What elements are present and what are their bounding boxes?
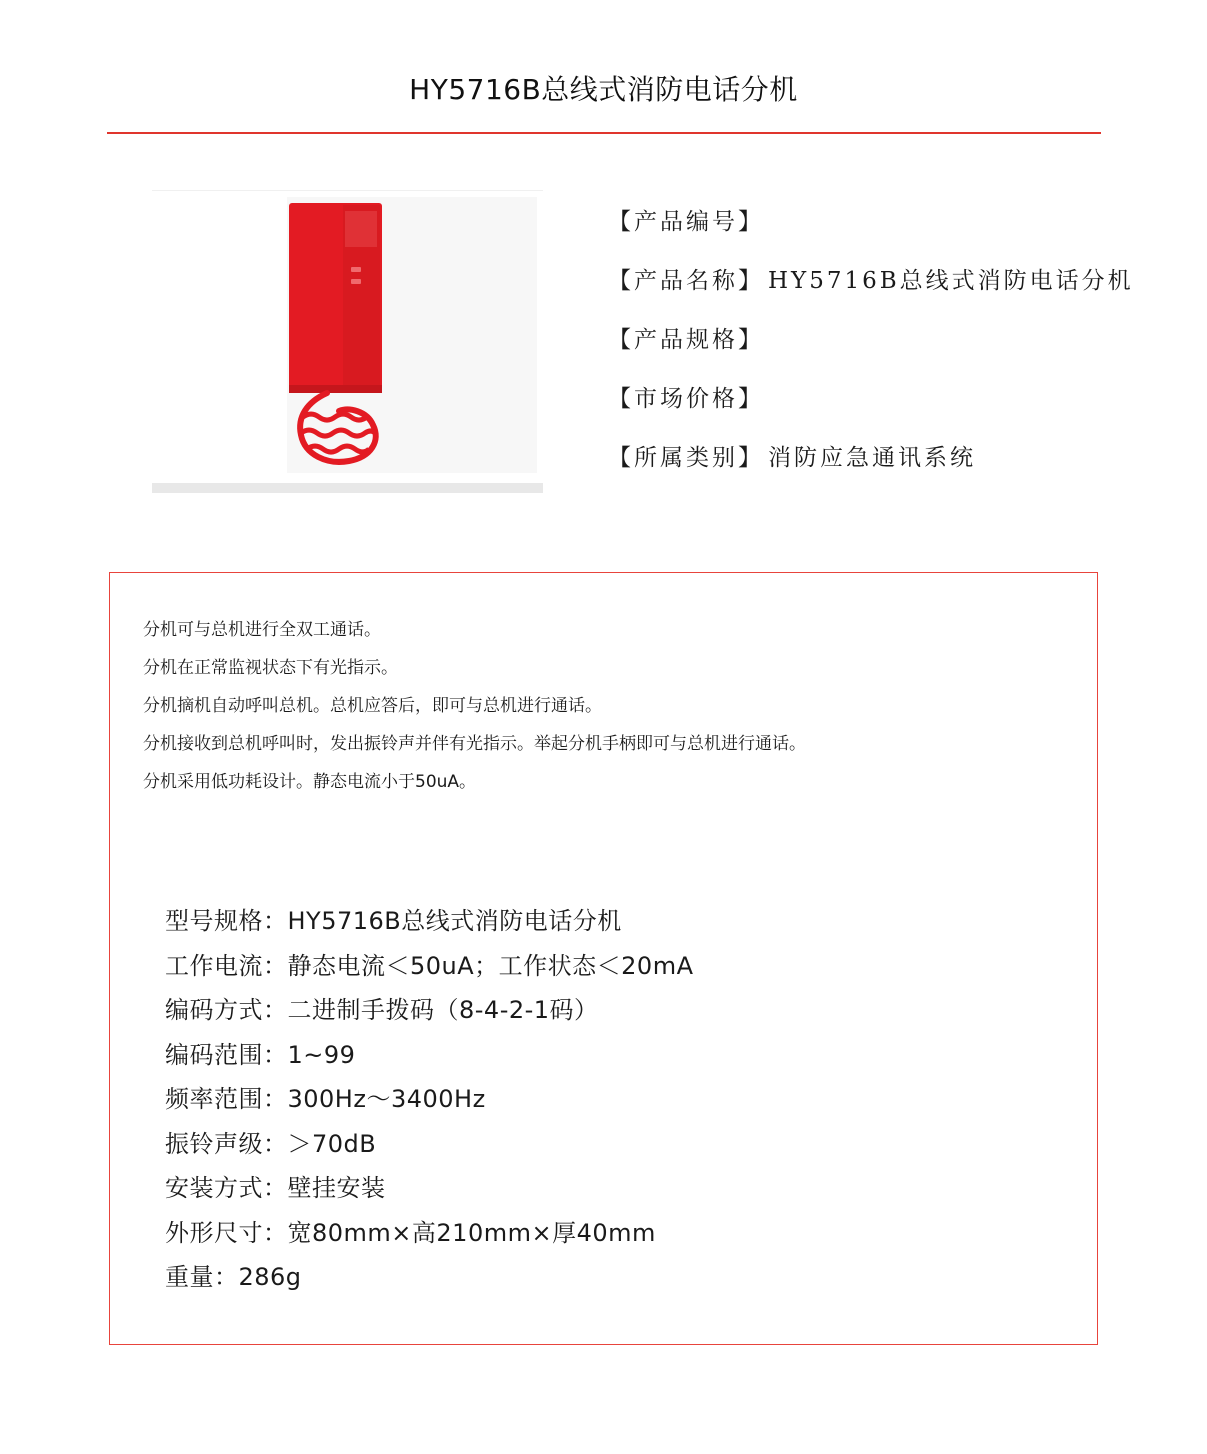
product-image bbox=[152, 190, 543, 493]
info-label: 【所属类别】 bbox=[608, 445, 764, 471]
product-info-number bbox=[608, 203, 1168, 262]
page-title: HY5716B总线式消防电话分机 bbox=[409, 73, 798, 106]
spec-item: 频率范围：300Hz～3400Hz bbox=[165, 1085, 486, 1113]
info-value: 消防应急通讯系统 bbox=[768, 445, 976, 471]
feature-list bbox=[143, 615, 806, 805]
info-label: 【产品规格】 bbox=[608, 327, 764, 353]
feature-item: 分机可与总机进行全双工通话。 bbox=[143, 620, 381, 640]
image-bottom-band bbox=[152, 483, 543, 493]
product-info-category bbox=[608, 439, 1168, 498]
product-info-price bbox=[608, 380, 1168, 439]
product-info-list bbox=[608, 203, 1168, 498]
info-label: 【产品编号】 bbox=[608, 209, 764, 235]
spec-item: 型号规格：HY5716B总线式消防电话分机 bbox=[165, 907, 622, 935]
spec-list bbox=[165, 899, 694, 1300]
feature-item: 分机接收到总机呼叫时，发出振铃声并伴有光指示。举起分机手柄即可与总机进行通话。 bbox=[143, 734, 806, 754]
spec-item: 外形尺寸：宽80mm×高210mm×厚40mm bbox=[165, 1218, 656, 1247]
spec-item: 工作电流：静态电流＜50uA；工作状态＜20mA bbox=[165, 951, 694, 980]
feature-item: 分机在正常监视状态下有光指示。 bbox=[143, 658, 398, 678]
feature-item: 分机采用低功耗设计。静态电流小于50uA。 bbox=[143, 772, 477, 792]
feature-item: 分机摘机自动呼叫总机。总机应答后，即可与总机进行通话。 bbox=[143, 696, 602, 716]
spec-item: 安装方式：壁挂安装 bbox=[165, 1174, 386, 1202]
product-info-name bbox=[608, 262, 1168, 321]
info-value: HY5716B总线式消防电话分机 bbox=[768, 268, 1134, 294]
spec-item: 编码范围：1~99 bbox=[165, 1040, 356, 1069]
spec-item: 重量：286g bbox=[165, 1263, 302, 1291]
spec-item: 编码方式：二进制手拨码（8-4-2-1码） bbox=[165, 996, 599, 1024]
info-label: 【市场价格】 bbox=[608, 386, 764, 412]
product-info-spec bbox=[608, 321, 1168, 380]
info-label: 【产品名称】 bbox=[608, 268, 764, 294]
spec-item: 振铃声级：＞70dB bbox=[165, 1129, 377, 1158]
product-details-box bbox=[109, 572, 1098, 1345]
red-fire-telephone-handset-icon bbox=[287, 197, 537, 473]
title-divider bbox=[107, 132, 1101, 134]
